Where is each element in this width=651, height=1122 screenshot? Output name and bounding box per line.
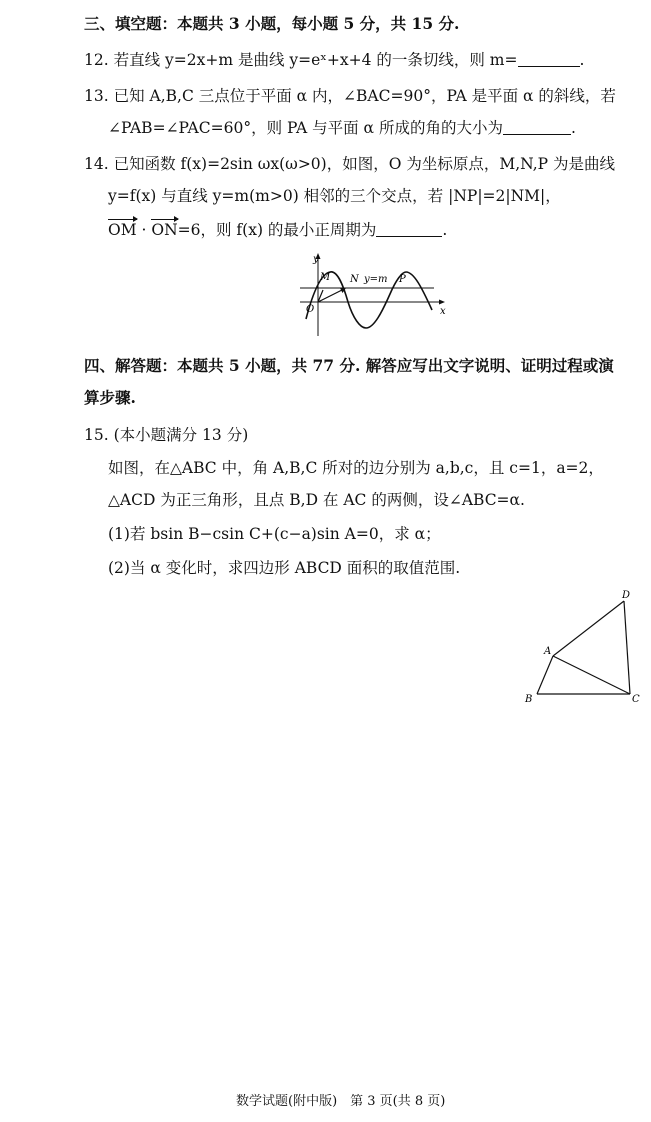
question-13-line-1: 13. 已知 A,B,C 三点位于平面 α 内，∠BAC=90°，PA 是平面 α 的斜线，若 [84,87,616,105]
question-15-part-1: (1)若 bsin B−csin C+(c−a)sin A=0，求 α； [108,525,441,543]
page-footer: 数学试题(附中版) 第 3 页(共 8 页) [236,1094,446,1109]
segment-dc [624,601,630,694]
question-15-line-1: 如图，在△ABC 中，角 A,B,C 所对的边分别为 a,b,c，且 c=1，a=2， [108,459,604,477]
vertex-c-label: C [632,694,640,705]
point-p-label: P [399,274,406,285]
vertex-b-label: B [525,694,533,705]
segment-ab [537,656,553,694]
origin-label: O [306,304,315,315]
line-label: y=m [364,274,388,285]
question-12: 12. 若直线 y=2x+m 是曲线 y=eˣ+x+4 的一条切线，则 m= . [84,51,585,69]
section-4-header-line-2: 算步骤. [84,388,136,407]
question-14-line-1: 14. 已知函数 f(x)=2sin ωx(ω>0)，如图，O 为坐标原点，M,N,P 为是曲线 [84,155,615,173]
question-14-line-2: y=f(x) 与直线 y=m(m>0) 相邻的三个交点，若 |NP|=2|NM|， [108,187,561,205]
segment-ac [553,656,630,694]
vertex-a-label: A [544,646,552,657]
vector-on: ON [151,221,178,239]
answer-blank-13 [503,119,571,136]
vertex-d-label: D [622,590,631,601]
point-m-label: M [320,272,331,283]
vector-on-arrow [318,289,344,302]
x-axis-label: x [440,306,446,317]
section-4-header-line-1: 四、解答题：本题共 5 小题，共 77 分. 解答应写出文字说明、证明过程或演 [84,356,614,375]
y-axis-label: y [313,254,319,265]
sine-graph-figure [296,252,448,338]
point-n-label: N [350,274,359,285]
segment-ad [553,601,624,656]
vector-om: OM [108,221,137,239]
question-14-line-3: OM · ON=6，则 f(x) 的最小正周期为 . [108,221,448,239]
quadrilateral-figure [520,584,646,708]
x-axis-arrow [439,300,445,305]
question-12-text: 12. 若直线 y=2x+m 是曲线 y=eˣ+x+4 的一条切线，则 m= [84,51,518,69]
question-15-title: 15. (本小题满分 13 分) [84,426,249,444]
question-15-part-2: (2)当 α 变化时，求四边形 ABCD 面积的取值范围. [108,559,461,577]
answer-blank-12 [518,51,580,68]
question-15-line-2: △ACD 为正三角形，且点 B,D 在 AC 的两侧，设∠ABC=α. [108,491,525,509]
section-3-header: 三、填空题：本题共 3 小题，每小题 5 分，共 15 分. [84,14,460,33]
question-13-line-2: ∠PAB=∠PAC=60°，则 PA 与平面 α 所成的角的大小为 . [108,119,576,137]
answer-blank-14 [376,221,442,238]
